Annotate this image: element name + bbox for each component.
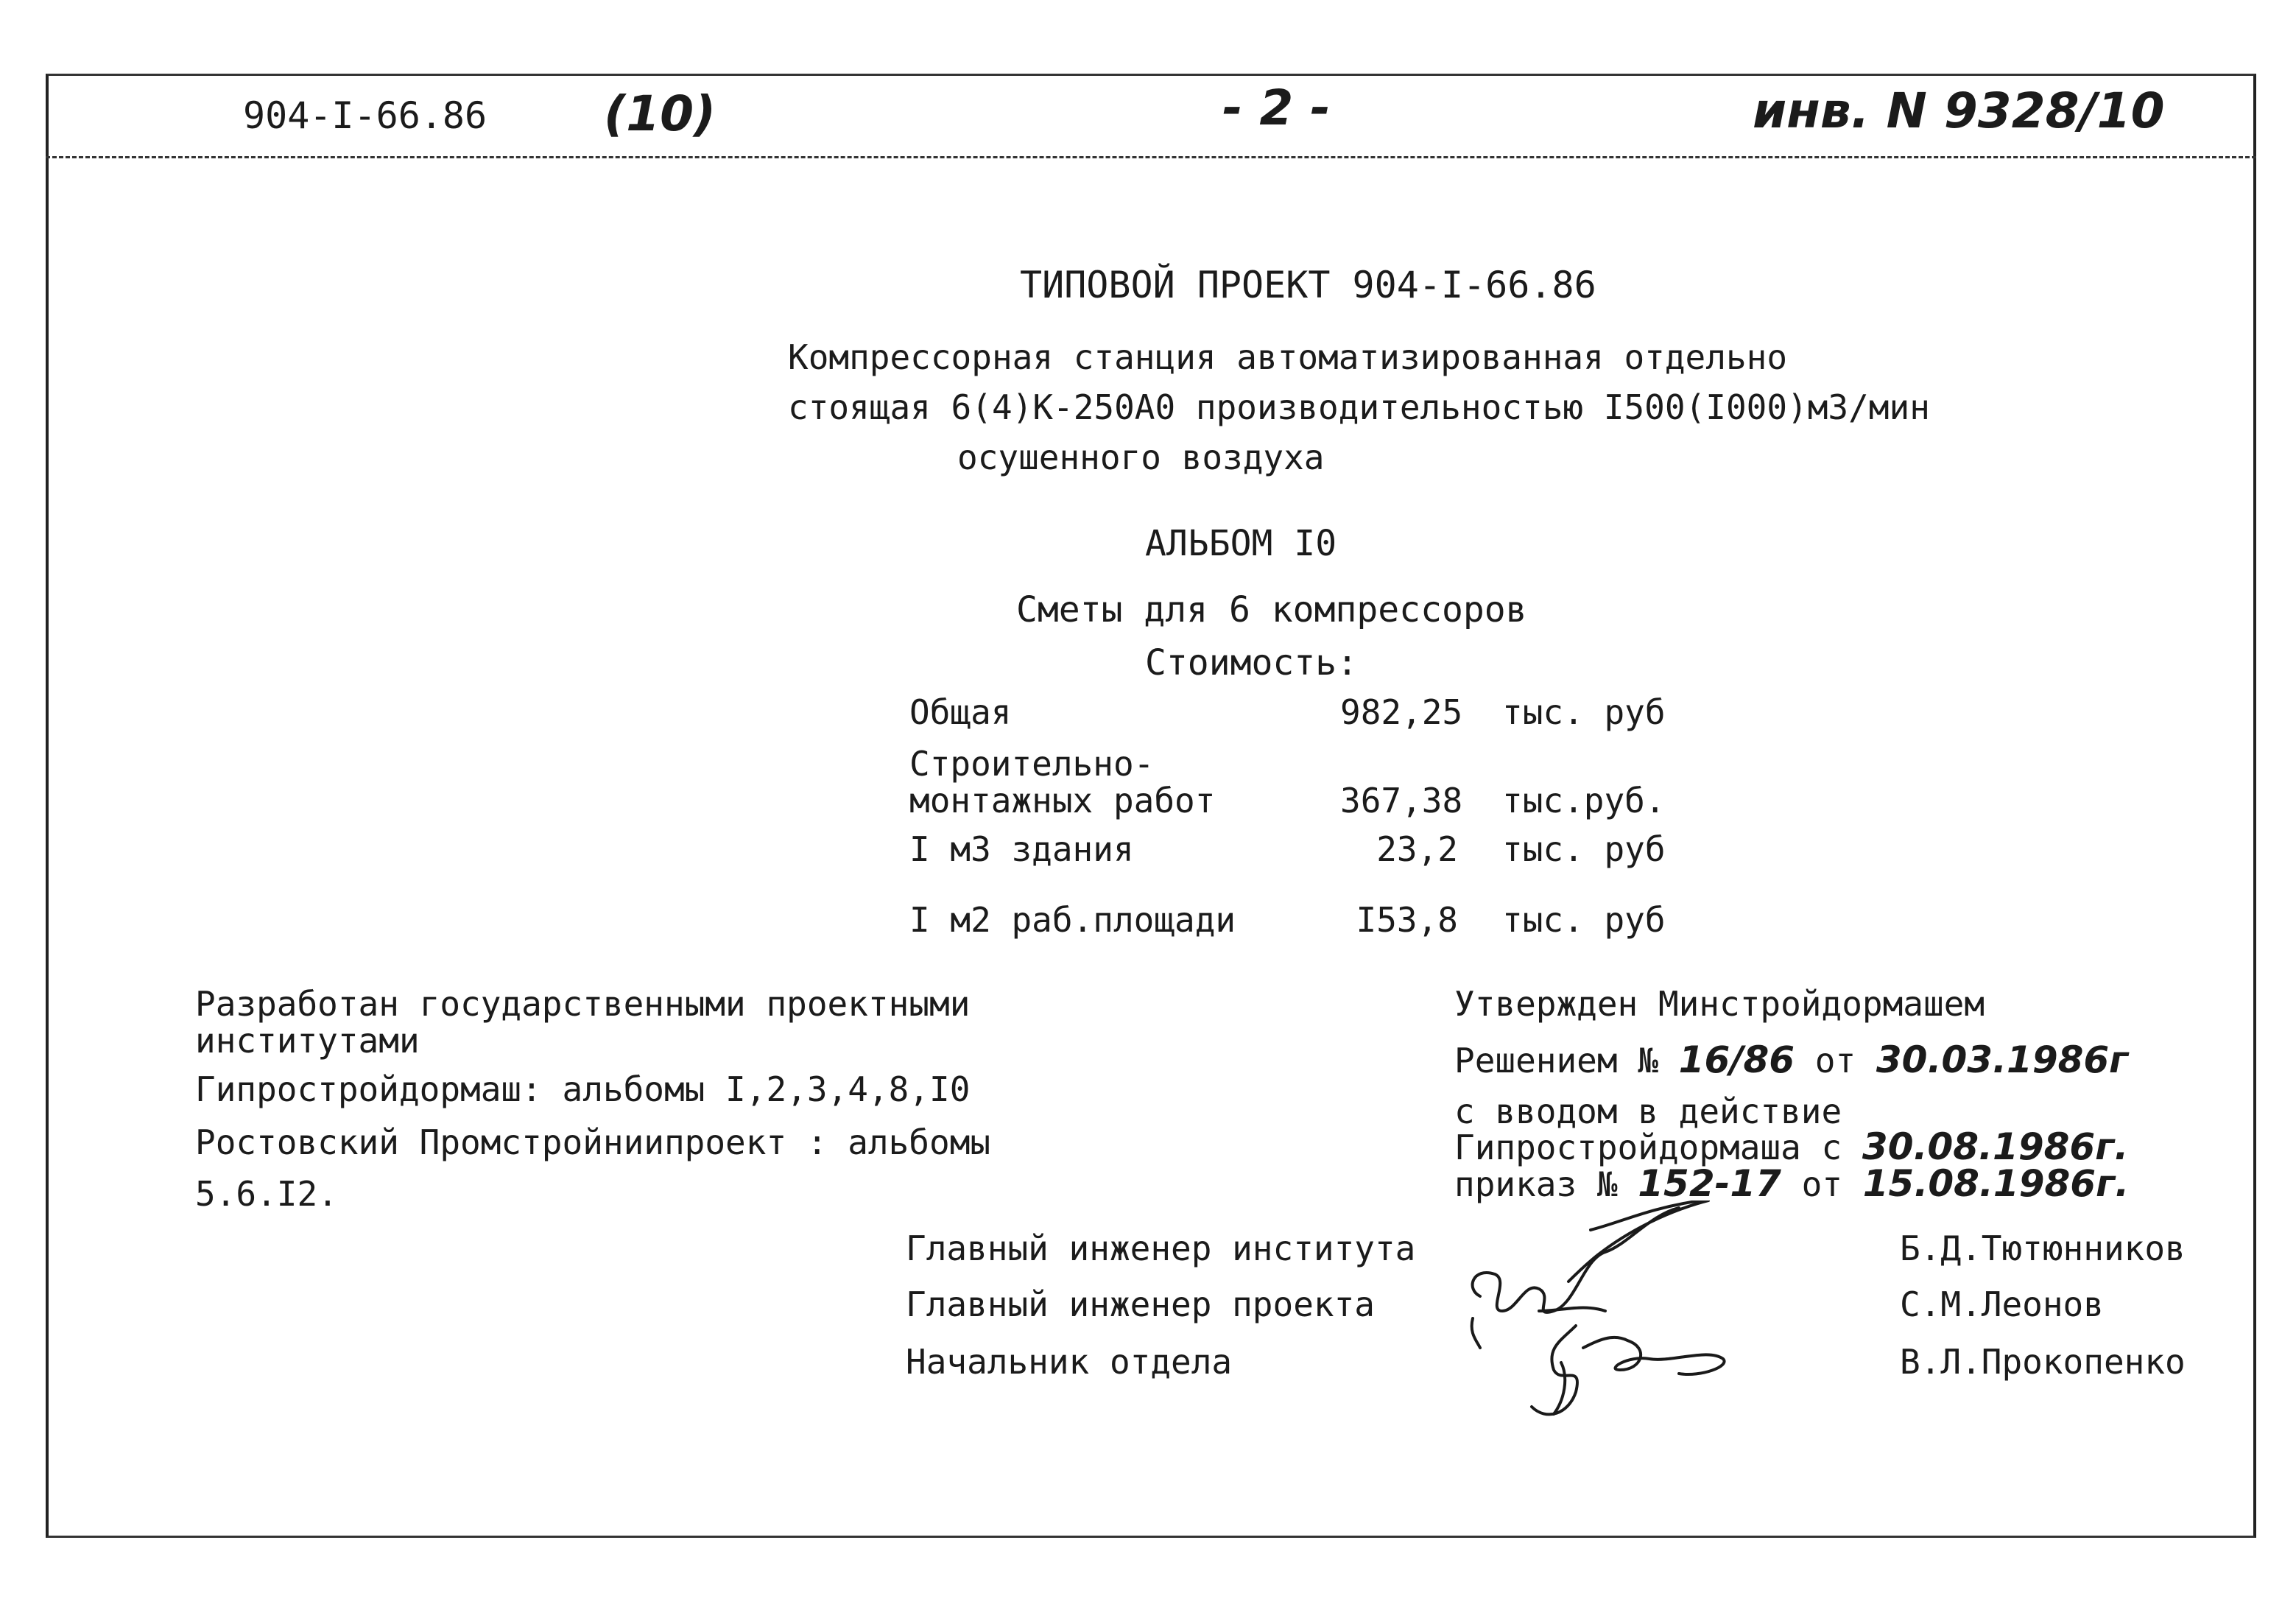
position-department-head: Начальник отдела xyxy=(906,1342,1233,1382)
decision-date: 30.03.1986г xyxy=(1876,1038,2129,1081)
cost-unit-per-m2: тыс. руб xyxy=(1502,900,1666,940)
cost-label-per-m3: I м3 здания xyxy=(909,829,1134,869)
decision-prefix: Решением № xyxy=(1454,1041,1658,1080)
cost-value-per-m3: 23,2 xyxy=(1376,829,1458,869)
cost-label-construction-1: Строительно- xyxy=(909,744,1155,784)
approved-order xyxy=(1454,1162,2129,1205)
name-chief-engineer-institute: Б.Д.Тютюнников xyxy=(1900,1228,2186,1268)
order-from: от xyxy=(1801,1164,1843,1204)
name-chief-engineer-project: С.М.Леонов xyxy=(1900,1284,2104,1324)
inventory-number: инв. N 9328/10 xyxy=(1753,82,2165,139)
decision-from: от xyxy=(1814,1041,1856,1080)
name-department-head: В.Л.Прокопенко xyxy=(1900,1342,2186,1382)
cost-unit-per-m3: тыс. руб xyxy=(1502,829,1666,869)
cost-label-per-m2: I м2 раб.площади xyxy=(909,900,1236,940)
developed-line-3: Гипростройдормаш: альбомы I,2,3,4,8,I0 xyxy=(195,1069,971,1109)
developed-line-2: институтами xyxy=(195,1021,420,1061)
cost-label-construction-2: монтажных работ xyxy=(909,781,1216,820)
cost-value-construction: 367,38 xyxy=(1340,781,1463,820)
project-designation: 904-I-66.86 xyxy=(243,94,487,137)
order-date: 15.08.1986г. xyxy=(1862,1162,2130,1205)
org-date: 30.08.1986г. xyxy=(1862,1125,2129,1168)
position-chief-engineer-institute: Главный инженер института xyxy=(906,1228,1416,1268)
header-divider xyxy=(46,156,2256,158)
decision-number: 16/86 xyxy=(1678,1038,1795,1081)
handwritten-signatures xyxy=(1458,1201,1811,1421)
approved-line-1: Утвержден Минстройдормашем xyxy=(1454,984,1985,1024)
description-line-2: стоящая 6(4)К-250А0 производительностью I500(I000)м3/мин xyxy=(788,387,1930,427)
approved-decision xyxy=(1454,1038,2128,1081)
page-number: - 2 - xyxy=(1222,80,1331,136)
album-number: АЛЬБОМ I0 xyxy=(1145,523,1337,564)
approved-line-3: с вводом в действие xyxy=(1454,1092,1842,1131)
order-prefix: приказ № xyxy=(1454,1164,1618,1204)
cost-header: Стоимость: xyxy=(1145,642,1358,683)
org-prefix: Гипростройдормаша с xyxy=(1454,1128,1842,1167)
estimates-title: Сметы для 6 компрессоров xyxy=(1016,589,1527,630)
order-number: 152-17 xyxy=(1638,1162,1781,1205)
cost-value-per-m2: I53,8 xyxy=(1356,900,1458,940)
description-line-3: осушенного воздуха xyxy=(957,437,1325,477)
developed-line-5: 5.6.I2. xyxy=(195,1174,338,1214)
cost-value-total: 982,25 xyxy=(1340,692,1463,732)
position-chief-engineer-project: Главный инженер проекта xyxy=(906,1284,1375,1324)
cost-unit-total: тыс. руб xyxy=(1502,692,1666,732)
description-line-1: Компрессорная станция автоматизированная отдельно xyxy=(788,337,1788,377)
cost-unit-construction: тыс.руб. xyxy=(1502,781,1666,820)
developed-line-4: Ростовский Промстройниипроект : альбомы xyxy=(195,1122,991,1162)
developed-line-1: Разработан государственными проектными xyxy=(195,984,971,1024)
cost-label-total: Общая xyxy=(909,692,1012,732)
document-title: ТИПОВОЙ ПРОЕКТ 904-I-66.86 xyxy=(1020,264,1596,306)
copy-number: (10) xyxy=(604,85,716,142)
